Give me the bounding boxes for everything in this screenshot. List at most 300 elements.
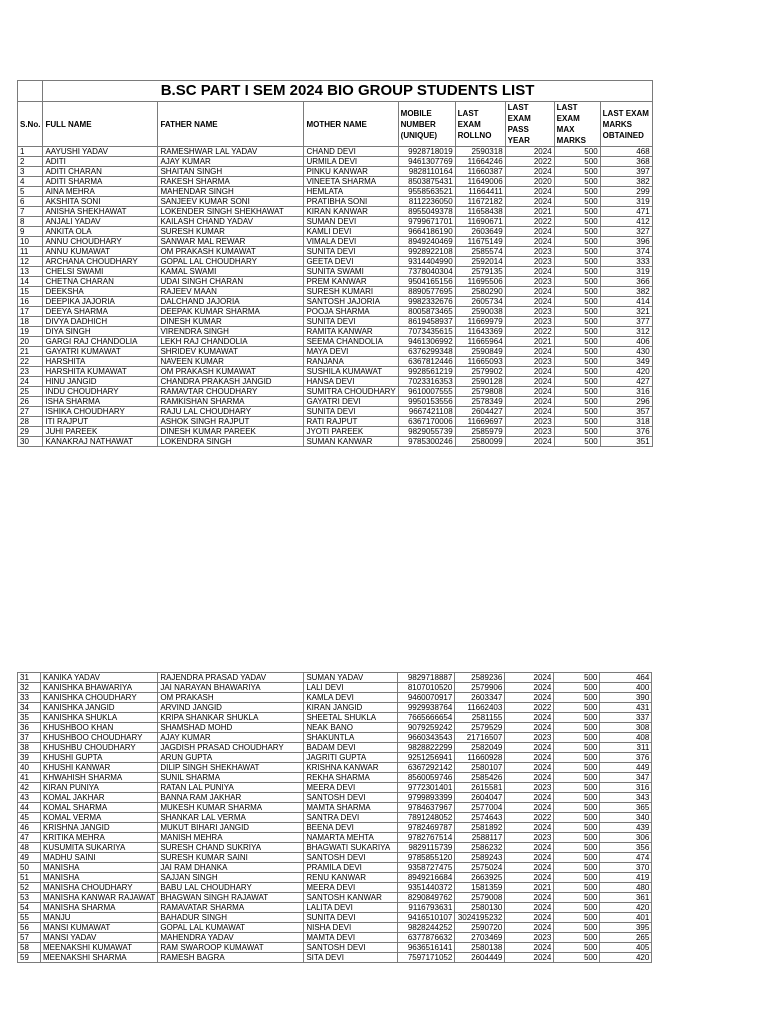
cell-sno: 35 (18, 713, 41, 723)
cell-sno: 20 (18, 337, 43, 347)
cell-mother-name: REKHA SHARMA (304, 773, 398, 783)
cell-full-name: HARSHITA KUMAWAT (43, 367, 158, 377)
table-row (18, 683, 652, 693)
cell-max-marks: 500 (554, 743, 600, 753)
cell-mobile: 9782469787 (398, 823, 455, 833)
cell-father-name: ARVIND JANGID (158, 703, 304, 713)
cell-marks-obtained: 431 (600, 703, 652, 713)
table-row (18, 297, 653, 307)
cell-sno: 8 (18, 217, 43, 227)
cell-sno: 37 (18, 733, 41, 743)
cell-marks-obtained: 464 (600, 673, 652, 683)
table-row (18, 247, 653, 257)
cell-mobile: 6376299348 (398, 347, 455, 357)
header-mother-name: MOTHER NAME (304, 102, 398, 147)
cell-marks-obtained: 419 (600, 873, 652, 883)
cell-max-marks: 500 (554, 307, 600, 317)
cell-marks-obtained: 376 (600, 753, 652, 763)
cell-max-marks: 500 (554, 683, 600, 693)
cell-sno: 18 (18, 317, 43, 327)
cell-mobile: 8949216684 (398, 873, 455, 883)
cell-marks-obtained: 357 (600, 407, 652, 417)
cell-max-marks: 500 (554, 167, 600, 177)
cell-mother-name: NISHA DEVI (304, 923, 398, 933)
cell-marks-obtained: 471 (600, 207, 652, 217)
cell-marks-obtained: 366 (600, 277, 652, 287)
cell-pass-year: 2022 (505, 217, 554, 227)
cell-marks-obtained: 296 (600, 397, 652, 407)
cell-rollno: 2590318 (455, 147, 505, 157)
cell-mobile: 9928561219 (398, 367, 455, 377)
cell-rollno: 11660928 (455, 753, 505, 763)
table-row (18, 773, 652, 783)
cell-full-name: AAYUSHI YADAV (43, 147, 158, 157)
cell-pass-year: 2023 (505, 277, 554, 287)
table-row (18, 197, 653, 207)
cell-mother-name: SANTOSH KANWAR (304, 893, 398, 903)
cell-mother-name: MAYA DEVI (304, 347, 398, 357)
cell-sno: 15 (18, 287, 43, 297)
cell-sno: 24 (18, 377, 43, 387)
cell-pass-year: 2024 (505, 803, 554, 813)
cell-max-marks: 500 (554, 277, 600, 287)
cell-full-name: HARSHITA (43, 357, 158, 367)
cell-full-name: ADITI CHARAN (43, 167, 158, 177)
cell-max-marks: 500 (554, 437, 600, 447)
cell-marks-obtained: 376 (600, 427, 652, 437)
cell-pass-year: 2024 (505, 873, 554, 883)
cell-sno: 6 (18, 197, 43, 207)
page-title: B.SC PART I SEM 2024 BIO GROUP STUDENTS LIST (43, 81, 652, 102)
cell-max-marks: 500 (554, 287, 600, 297)
cell-rollno: 2580138 (455, 943, 505, 953)
cell-full-name: MEENAKSHI SHARMA (41, 953, 158, 963)
cell-marks-obtained: 333 (600, 257, 652, 267)
cell-father-name: GOPAL LAL KUMAWAT (158, 923, 304, 933)
cell-max-marks: 500 (554, 197, 600, 207)
cell-full-name: KUSUMITA SUKARIYA (41, 843, 158, 853)
cell-rollno: 2582049 (455, 743, 505, 753)
cell-max-marks: 500 (554, 723, 600, 733)
cell-max-marks: 500 (554, 407, 600, 417)
cell-mother-name: SUNITA DEVI (304, 317, 398, 327)
cell-mobile: 8890577695 (398, 287, 455, 297)
cell-mother-name: PRAMILA DEVI (304, 863, 398, 873)
cell-full-name: MANISHA CHOUDHARY (41, 883, 158, 893)
cell-mother-name: SUMAN YADAV (304, 673, 398, 683)
cell-full-name: MADHU SAINI (41, 853, 158, 863)
cell-mobile: 7073435615 (398, 327, 455, 337)
cell-max-marks: 500 (554, 713, 600, 723)
cell-max-marks: 500 (554, 317, 600, 327)
cell-father-name: SURESH KUMAR (158, 227, 304, 237)
cell-mobile: 9358727475 (398, 863, 455, 873)
cell-marks-obtained: 382 (600, 177, 652, 187)
cell-max-marks: 500 (554, 673, 600, 683)
cell-marks-obtained: 318 (600, 417, 652, 427)
cell-full-name: KRITIKA MEHRA (41, 833, 158, 843)
cell-sno: 45 (18, 813, 41, 823)
table-row (18, 953, 652, 963)
cell-mother-name: LALITA DEVI (304, 903, 398, 913)
table-row (18, 723, 652, 733)
cell-rollno: 2577004 (455, 803, 505, 813)
cell-max-marks: 500 (554, 207, 600, 217)
cell-rollno: 2574643 (455, 813, 505, 823)
cell-mobile: 9772301401 (398, 783, 455, 793)
cell-mobile: 9782767514 (398, 833, 455, 843)
cell-rollno: 2703469 (455, 933, 505, 943)
cell-full-name: KANIKA YADAV (41, 673, 158, 683)
cell-father-name: RAJENDRA PRASAD YADAV (158, 673, 304, 683)
cell-max-marks: 500 (554, 953, 600, 963)
cell-sno: 10 (18, 237, 43, 247)
cell-rollno: 2586232 (455, 843, 505, 853)
cell-mobile: 9314404990 (398, 257, 455, 267)
cell-marks-obtained: 420 (600, 903, 652, 913)
cell-max-marks: 500 (554, 853, 600, 863)
header-last-exam-marks-obtained: LAST EXAM MARKS OBTAINED (600, 102, 652, 147)
cell-pass-year: 2024 (505, 693, 554, 703)
cell-pass-year: 2024 (505, 763, 554, 773)
cell-mobile: 9079259242 (398, 723, 455, 733)
cell-rollno: 11665964 (455, 337, 505, 347)
cell-max-marks: 500 (554, 237, 600, 247)
cell-father-name: VIRENDRA SINGH (158, 327, 304, 337)
cell-rollno: 11649006 (455, 177, 505, 187)
cell-pass-year: 2023 (505, 783, 554, 793)
cell-father-name: RAMAVATAR SHARMA (158, 903, 304, 913)
cell-mother-name: JYOTI PAREEK (304, 427, 398, 437)
cell-mobile: 9416510107 (398, 913, 455, 923)
cell-max-marks: 500 (554, 247, 600, 257)
cell-full-name: MANSI YADAV (41, 933, 158, 943)
table-row (18, 217, 653, 227)
cell-marks-obtained: 408 (600, 733, 652, 743)
cell-rollno: 2585426 (455, 773, 505, 783)
cell-marks-obtained: 340 (600, 813, 652, 823)
cell-full-name: JUHI PAREEK (43, 427, 158, 437)
cell-father-name: JAI RAM DHANKA (158, 863, 304, 873)
cell-sno: 16 (18, 297, 43, 307)
cell-rollno: 2603347 (455, 693, 505, 703)
cell-sno: 26 (18, 397, 43, 407)
cell-max-marks: 500 (554, 227, 600, 237)
table-row (18, 317, 653, 327)
header-father-name: FATHER NAME (158, 102, 304, 147)
table-body-part-1 (18, 147, 653, 447)
cell-pass-year: 2024 (505, 267, 554, 277)
cell-rollno: 11664246 (455, 157, 505, 167)
cell-mobile: 7597171052 (398, 953, 455, 963)
cell-father-name: SHAMSHAD MOHD (158, 723, 304, 733)
table-row (18, 803, 652, 813)
cell-sno: 2 (18, 157, 43, 167)
table-row (18, 437, 653, 447)
cell-marks-obtained: 308 (600, 723, 652, 733)
cell-mother-name: KIRAN JANGID (304, 703, 398, 713)
cell-father-name: BANNA RAM JAKHAR (158, 793, 304, 803)
cell-mobile: 9461306992 (398, 337, 455, 347)
cell-mobile: 9660343543 (398, 733, 455, 743)
cell-full-name: AINA MEHRA (43, 187, 158, 197)
cell-rollno: 11695506 (455, 277, 505, 287)
cell-sno: 14 (18, 277, 43, 287)
cell-marks-obtained: 474 (600, 853, 652, 863)
cell-mother-name: SANTOSH DEVI (304, 943, 398, 953)
cell-rollno: 11643369 (455, 327, 505, 337)
cell-pass-year: 2024 (505, 713, 554, 723)
cell-father-name: MUKUT BIHARI JANGID (158, 823, 304, 833)
cell-pass-year: 2024 (505, 167, 554, 177)
cell-father-name: BHAGWAN SINGH RAJAWAT (158, 893, 304, 903)
cell-max-marks: 500 (554, 397, 600, 407)
table-row (18, 743, 652, 753)
cell-full-name: DIVYA DADHICH (43, 317, 158, 327)
cell-max-marks: 500 (554, 903, 600, 913)
cell-marks-obtained: 343 (600, 793, 652, 803)
cell-father-name: JAGDISH PRASAD CHOUDHARY (158, 743, 304, 753)
cell-pass-year: 2024 (505, 437, 554, 447)
cell-mother-name: SANTRA DEVI (304, 813, 398, 823)
cell-sno: 52 (18, 883, 41, 893)
cell-sno: 4 (18, 177, 43, 187)
cell-mother-name: SANTOSH DEVI (304, 853, 398, 863)
cell-father-name: LOKENDER SINGH SHEKHAWAT (158, 207, 304, 217)
cell-pass-year: 2024 (505, 673, 554, 683)
cell-mobile: 9828822299 (398, 743, 455, 753)
cell-rollno: 2605734 (455, 297, 505, 307)
cell-mobile: 9504165156 (398, 277, 455, 287)
cell-pass-year: 2022 (505, 157, 554, 167)
cell-mobile: 7891248052 (398, 813, 455, 823)
cell-full-name: ITI RAJPUT (43, 417, 158, 427)
cell-pass-year: 2024 (505, 823, 554, 833)
cell-pass-year: 2020 (505, 177, 554, 187)
cell-pass-year: 2022 (505, 703, 554, 713)
cell-rollno: 2589236 (455, 673, 505, 683)
cell-mother-name: SUNITA SWAMI (304, 267, 398, 277)
cell-max-marks: 500 (554, 187, 600, 197)
cell-father-name: DEEPAK KUMAR SHARMA (158, 307, 304, 317)
cell-rollno: 2579906 (455, 683, 505, 693)
cell-marks-obtained: 377 (600, 317, 652, 327)
cell-sno: 27 (18, 407, 43, 417)
cell-father-name: RAJU LAL CHOUDHARY (158, 407, 304, 417)
cell-mother-name: SUMAN KANWAR (304, 437, 398, 447)
cell-rollno: 2604449 (455, 953, 505, 963)
cell-mobile: 7665666654 (398, 713, 455, 723)
cell-mother-name: SUNITA DEVI (304, 247, 398, 257)
cell-mother-name: CHAND DEVI (304, 147, 398, 157)
cell-full-name: ANJALI YADAV (43, 217, 158, 227)
table-row (18, 147, 653, 157)
cell-max-marks: 500 (554, 297, 600, 307)
cell-sno: 28 (18, 417, 43, 427)
cell-mother-name: NEAK BANO (304, 723, 398, 733)
cell-father-name: SURESH CHAND SUKRIYA (158, 843, 304, 853)
cell-father-name: DILIP SINGH SHEKHAWAT (158, 763, 304, 773)
table-row (18, 813, 652, 823)
cell-marks-obtained: 299 (600, 187, 652, 197)
cell-sno: 54 (18, 903, 41, 913)
cell-father-name: MANISH MEHRA (158, 833, 304, 843)
cell-full-name: ANKITA OLA (43, 227, 158, 237)
cell-full-name: CHELSI SWAMI (43, 267, 158, 277)
cell-sno: 3 (18, 167, 43, 177)
cell-marks-obtained: 396 (600, 237, 652, 247)
cell-full-name: AKSHITA SONI (43, 197, 158, 207)
cell-marks-obtained: 368 (600, 157, 652, 167)
table-row (18, 177, 653, 187)
table-row (18, 843, 652, 853)
cell-max-marks: 500 (554, 157, 600, 167)
cell-pass-year: 2024 (505, 147, 554, 157)
cell-rollno: 2615581 (455, 783, 505, 793)
cell-father-name: GOPAL LAL CHOUDHARY (158, 257, 304, 267)
cell-pass-year: 2024 (505, 187, 554, 197)
cell-pass-year: 2024 (505, 923, 554, 933)
cell-mobile: 9982332676 (398, 297, 455, 307)
cell-max-marks: 500 (554, 267, 600, 277)
cell-marks-obtained: 420 (600, 367, 652, 377)
header-last-exam-rollno: LAST EXAM ROLLNO (455, 102, 505, 147)
cell-mother-name: JAGRITI GUPTA (304, 753, 398, 763)
cell-mother-name: BEENA DEVI (304, 823, 398, 833)
cell-rollno: 11675149 (455, 237, 505, 247)
table-row (18, 933, 652, 943)
table-row (18, 913, 652, 923)
cell-pass-year: 2024 (505, 903, 554, 913)
cell-sno: 50 (18, 863, 41, 873)
cell-rollno: 21716507 (455, 733, 505, 743)
cell-full-name: ISHA SHARMA (43, 397, 158, 407)
table-row (18, 207, 653, 217)
table-row (18, 367, 653, 377)
cell-marks-obtained: 382 (600, 287, 652, 297)
cell-marks-obtained: 370 (600, 863, 652, 873)
cell-sno: 25 (18, 387, 43, 397)
cell-marks-obtained: 414 (600, 297, 652, 307)
cell-max-marks: 500 (554, 733, 600, 743)
table-row (18, 863, 652, 873)
cell-full-name: KIRAN PUNIYA (41, 783, 158, 793)
cell-mobile: 8560059746 (398, 773, 455, 783)
cell-rollno: 2579135 (455, 267, 505, 277)
cell-pass-year: 2021 (505, 337, 554, 347)
cell-pass-year: 2024 (505, 773, 554, 783)
cell-mobile: 9558563521 (398, 187, 455, 197)
cell-pass-year: 2024 (505, 683, 554, 693)
table-row (18, 783, 652, 793)
cell-marks-obtained: 395 (600, 923, 652, 933)
cell-full-name: MANISHA KANWAR RAJAWAT (41, 893, 158, 903)
cell-full-name: GAYATRI KUMAWAT (43, 347, 158, 357)
cell-rollno: 2579008 (455, 893, 505, 903)
cell-father-name: ARUN GUPTA (158, 753, 304, 763)
cell-mother-name: SUSHILA KUMAWAT (304, 367, 398, 377)
cell-pass-year: 2024 (505, 347, 554, 357)
cell-rollno: 2590038 (455, 307, 505, 317)
cell-full-name: MEENAKSHI KUMAWAT (41, 943, 158, 953)
cell-rollno: 2590849 (455, 347, 505, 357)
cell-mobile: 9667421108 (398, 407, 455, 417)
cell-father-name: LOKENDRA SINGH (158, 437, 304, 447)
cell-father-name: AJAY KUMAR (158, 157, 304, 167)
cell-mobile: 8107010520 (398, 683, 455, 693)
cell-sno: 29 (18, 427, 43, 437)
table-row (18, 417, 653, 427)
cell-rollno: 2580130 (455, 903, 505, 913)
cell-mother-name: BHAGWATI SUKARIYA (304, 843, 398, 853)
cell-marks-obtained: 397 (600, 167, 652, 177)
cell-mother-name: SHEETAL SHUKLA (304, 713, 398, 723)
cell-sno: 38 (18, 743, 41, 753)
cell-sno: 11 (18, 247, 43, 257)
cell-full-name: KANISHKA SHUKLA (41, 713, 158, 723)
cell-pass-year: 2023 (505, 933, 554, 943)
cell-mobile: 6377876632 (398, 933, 455, 943)
cell-rollno: 2579808 (455, 387, 505, 397)
cell-rollno: 11665093 (455, 357, 505, 367)
cell-max-marks: 500 (554, 813, 600, 823)
cell-marks-obtained: 306 (600, 833, 652, 843)
cell-mobile: 8503875431 (398, 177, 455, 187)
table-row (18, 227, 653, 237)
cell-pass-year: 2024 (505, 367, 554, 377)
cell-marks-obtained: 349 (600, 357, 652, 367)
cell-father-name: BABU LAL CHOUDHARY (158, 883, 304, 893)
cell-sno: 57 (18, 933, 41, 943)
cell-marks-obtained: 427 (600, 377, 652, 387)
cell-rollno: 2581155 (455, 713, 505, 723)
table-row (18, 943, 652, 953)
cell-max-marks: 500 (554, 337, 600, 347)
table-row (18, 903, 652, 913)
cell-pass-year: 2022 (505, 813, 554, 823)
cell-mother-name: MEERA DEVI (304, 783, 398, 793)
table-row (18, 793, 652, 803)
cell-full-name: ANNU KUMAWAT (43, 247, 158, 257)
cell-mobile: 8955049378 (398, 207, 455, 217)
cell-mother-name: HANSA DEVI (304, 377, 398, 387)
cell-max-marks: 500 (554, 147, 600, 157)
cell-father-name: KRIPA SHANKAR SHUKLA (158, 713, 304, 723)
cell-max-marks: 500 (554, 803, 600, 813)
cell-father-name: RAKESH SHARMA (158, 177, 304, 187)
cell-full-name: MANISHA (41, 873, 158, 883)
cell-pass-year: 2024 (505, 753, 554, 763)
cell-father-name: SANWAR MAL REWAR (158, 237, 304, 247)
cell-father-name: SANJEEV KUMAR SONI (158, 197, 304, 207)
table-row (18, 713, 652, 723)
cell-max-marks: 500 (554, 893, 600, 903)
cell-father-name: UDAI SINGH CHARAN (158, 277, 304, 287)
table-row (18, 377, 653, 387)
cell-marks-obtained: 420 (600, 953, 652, 963)
cell-father-name: SHAITAN SINGH (158, 167, 304, 177)
cell-sno: 47 (18, 833, 41, 843)
cell-mother-name: KIRAN KANWAR (304, 207, 398, 217)
cell-father-name: RAMAVTAR CHOUDHARY (158, 387, 304, 397)
cell-sno: 5 (18, 187, 43, 197)
cell-sno: 30 (18, 437, 43, 447)
cell-mobile: 9636516141 (398, 943, 455, 953)
table-row (18, 753, 652, 763)
table-row (18, 157, 653, 167)
cell-mother-name: SUNITA DEVI (304, 407, 398, 417)
cell-father-name: AJAY KUMAR (158, 733, 304, 743)
